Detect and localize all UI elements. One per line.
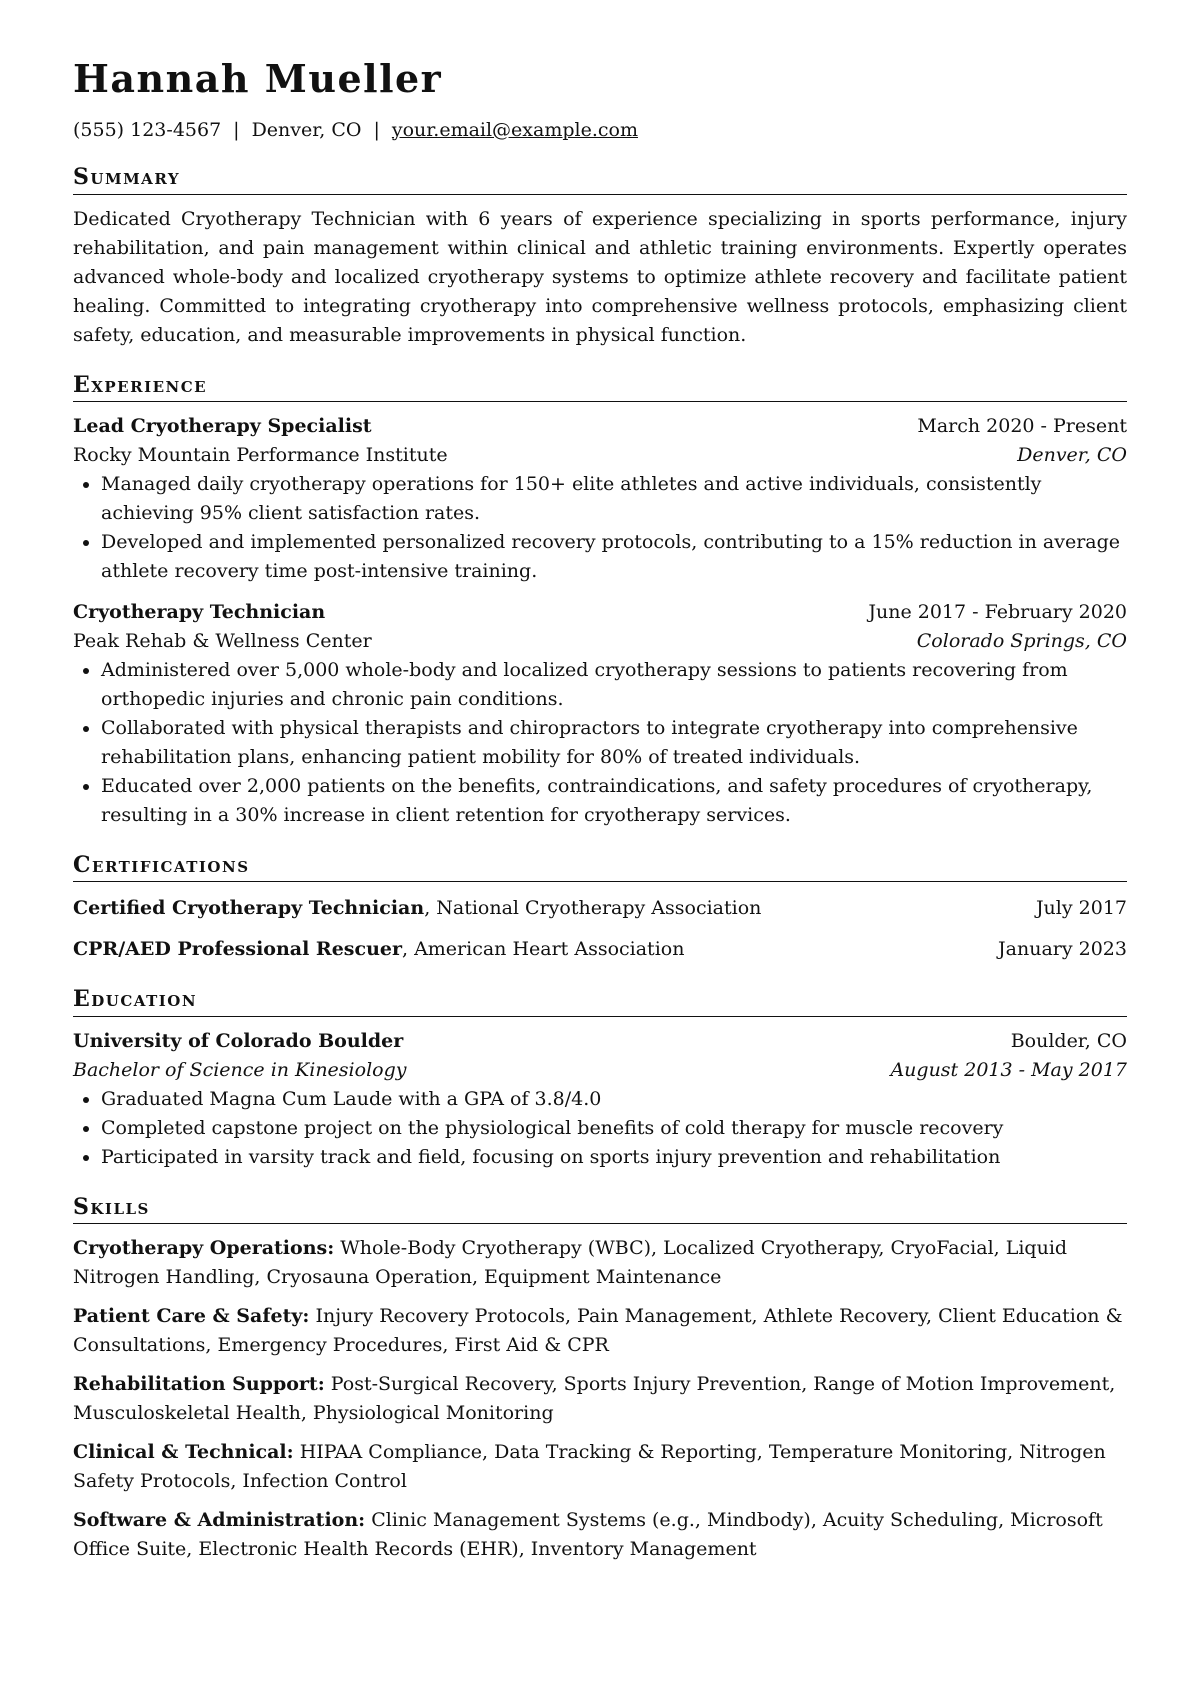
list-item: • Managed daily cryotherapy operations for 150+ elite athletes and active individuals, consistently achieving 95% client satisfaction rates. [101,470,1127,528]
education-entry [73,1027,1127,1172]
list-item: • Participated in varsity track and field, focusing on sports injury prevention and rehabilitation [101,1143,1127,1172]
job-role: Lead Cryotherapy Specialist [73,415,372,438]
job-dates: June 2017 - February 2020 [868,601,1127,624]
school-name: University of Colorado Boulder [73,1029,404,1052]
section-title-skills: Skills [73,1194,1127,1224]
section-title-certifications: Certifications [73,852,1127,882]
job-company: Peak Rehab & Wellness Center [73,630,372,653]
degree-name: Bachelor of Science in Kinesiology [73,1058,407,1081]
skill-group [73,1506,1127,1564]
list-item: • Administered over 5,000 whole-body and localized cryotherapy sessions to patients recovering from orthopedic injuries and chronic pain conditions. [101,656,1127,714]
contact-line [73,118,1127,143]
job-location: Colorado Springs, CO [916,630,1127,653]
skill-group [73,1438,1127,1496]
skill-group-items: Post-Surgical Recovery, Sports Injury Prevention, Range of Motion Improvement, Musculoskeletal Health, Physiological Monitoring [73,1373,1116,1425]
skill-group [73,1370,1127,1428]
list-item: • Graduated Magna Cum Laude with a GPA of 3.8/4.0 [101,1085,1127,1114]
certification-name: Certified Cryotherapy Technician [73,897,425,920]
candidate-name: Hannah Mueller [73,56,443,101]
section-title-experience: Experience [73,372,1127,402]
skill-group [73,1234,1127,1292]
skill-group-label: Clinical & Technical: [73,1441,294,1464]
contact-separator: | [373,118,380,141]
job-entry [73,598,1127,830]
education-bullets [73,1085,1127,1172]
job-bullets [73,656,1127,830]
skill-group [73,1302,1127,1360]
certifications-section [73,852,1127,964]
summary-text: Dedicated Cryotherapy Technician with 6 years of experience specializing in sports performance, injury rehabilitation, and pain management within clinical and athletic training environments. Expertly operates advanced whole-body and localized cryotherapy systems to optimize athlete recovery and facilitate patient healing. Committed to integrating cryotherapy into comprehensive wellness protocols, emphasizing client safety, education, and measurable improvements in physical function. [73,207,1127,346]
certification-issuer: , National Cryotherapy Association [424,897,762,920]
skill-group-label: Patient Care & Safety: [73,1305,310,1328]
skill-group-items: Whole-Body Cryotherapy (WBC), Localized Cryotherapy, CryoFacial, Liquid Nitrogen Handling, Cryosauna Operation, Equipment Maintenance [73,1237,1068,1289]
job-role: Cryotherapy Technician [73,601,326,624]
section-title-education: Education [73,986,1127,1016]
certification-date: January 2023 [998,938,1127,961]
skill-group-items: Injury Recovery Protocols, Pain Management, Athlete Recovery, Client Education & Consultations, Emergency Procedures, First Aid & CPR [73,1305,1123,1357]
skill-group-items: Clinic Management Systems (e.g., Mindbody), Acuity Scheduling, Microsoft Office Suite, Electronic Health Records (EHR), Inventory Management [73,1509,1103,1561]
skill-group-items: HIPAA Compliance, Data Tracking & Reporting, Temperature Monitoring, Nitrogen Safety Protocols, Infection Control [73,1441,1106,1493]
job-dates: March 2020 - Present [917,415,1127,438]
job-location: Denver, CO [1017,444,1127,467]
location-text: Denver, CO [251,118,362,141]
resume-page [73,56,1127,1564]
skill-group-label: Rehabilitation Support: [73,1373,325,1396]
list-item: • Completed capstone project on the physiological benefits of cold therapy for muscle recovery [101,1114,1127,1143]
certification-issuer: , American Heart Association [401,938,685,961]
job-bullets [73,470,1127,586]
school-location: Boulder, CO [1010,1029,1127,1052]
job-company: Rocky Mountain Performance Institute [73,444,448,467]
phone-number: (555) 123-4567 [73,118,222,141]
skill-group-label: Cryotherapy Operations: [73,1237,335,1260]
list-item: • Educated over 2,000 patients on the benefits, contraindications, and safety procedures of cryotherapy, resulting in a 30% increase in client retention for cryotherapy services. [101,772,1127,830]
certification-date: July 2017 [1035,897,1127,920]
certification-row [73,935,1127,964]
section-title-summary: Summary [73,164,1127,194]
skill-group-label: Software & Administration: [73,1509,366,1532]
list-item: • Collaborated with physical therapists and chiropractors to integrate cryotherapy into comprehensive rehabilitation plans, enhancing patient mobility for 80% of treated individuals. [101,714,1127,772]
summary-section [73,164,1127,349]
certification-row [73,894,1127,923]
contact-separator: | [233,118,240,141]
education-dates: August 2013 - May 2017 [890,1058,1127,1081]
email-link[interactable]: your.email@example.com [391,118,638,141]
education-section [73,986,1127,1171]
job-entry [73,412,1127,586]
skills-section [73,1194,1127,1564]
experience-section [73,372,1127,830]
certification-name: CPR/AED Professional Rescuer [73,938,402,961]
list-item: • Developed and implemented personalized recovery protocols, contributing to a 15% reduction in average athlete recovery time post-intensive training. [101,528,1127,586]
